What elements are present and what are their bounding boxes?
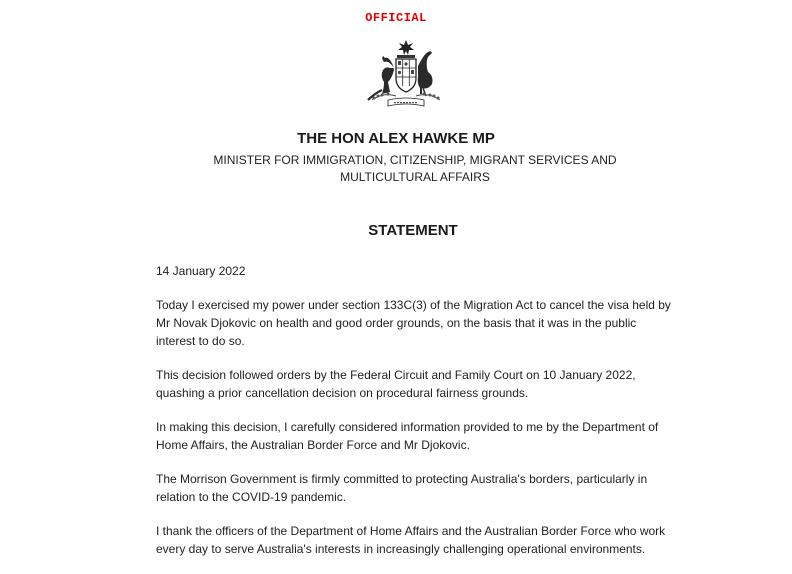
statement-paragraph: This decision followed orders by the Federal Circuit and Family Court on 10 January 2022, quashing a prior cancellation decision on procedural fairness grounds. [156, 368, 636, 400]
commonwealth-coat-of-arms-icon [362, 38, 450, 110]
minister-portfolio-title: MINISTER FOR IMMIGRATION, CITIZENSHIP, MIGRANT SERVICES AND MULTICULTURAL AFFAIRS [213, 153, 617, 184]
statement-body [156, 262, 676, 574]
classification-marking: OFFICIAL [365, 11, 427, 25]
statement-paragraph: Today I exercised my power under section 133C(3) of the Migration Act to cancel the visa held by Mr Novak Djokovic on health and good order grounds, on the basis that it was in the public interest to do so. [156, 298, 671, 348]
document-heading: STATEMENT [368, 222, 458, 239]
statement-paragraph: I thank the officers of the Department of Home Affairs and the Australian Border Force who work every day to serve Australia's interests in increasingly challenging operational environments. [156, 524, 666, 556]
statement-paragraph: In making this decision, I carefully considered information provided to me by the Department of Home Affairs, the Australian Border Force and Mr Djokovic. [156, 420, 659, 452]
statement-paragraph: The Morrison Government is firmly committed to protecting Australia's borders, particularly in relation to the COVID-19 pandemic. [156, 472, 648, 504]
minister-name: THE HON ALEX HAWKE MP [297, 130, 495, 147]
statement-date: 14 January 2022 [156, 264, 246, 278]
